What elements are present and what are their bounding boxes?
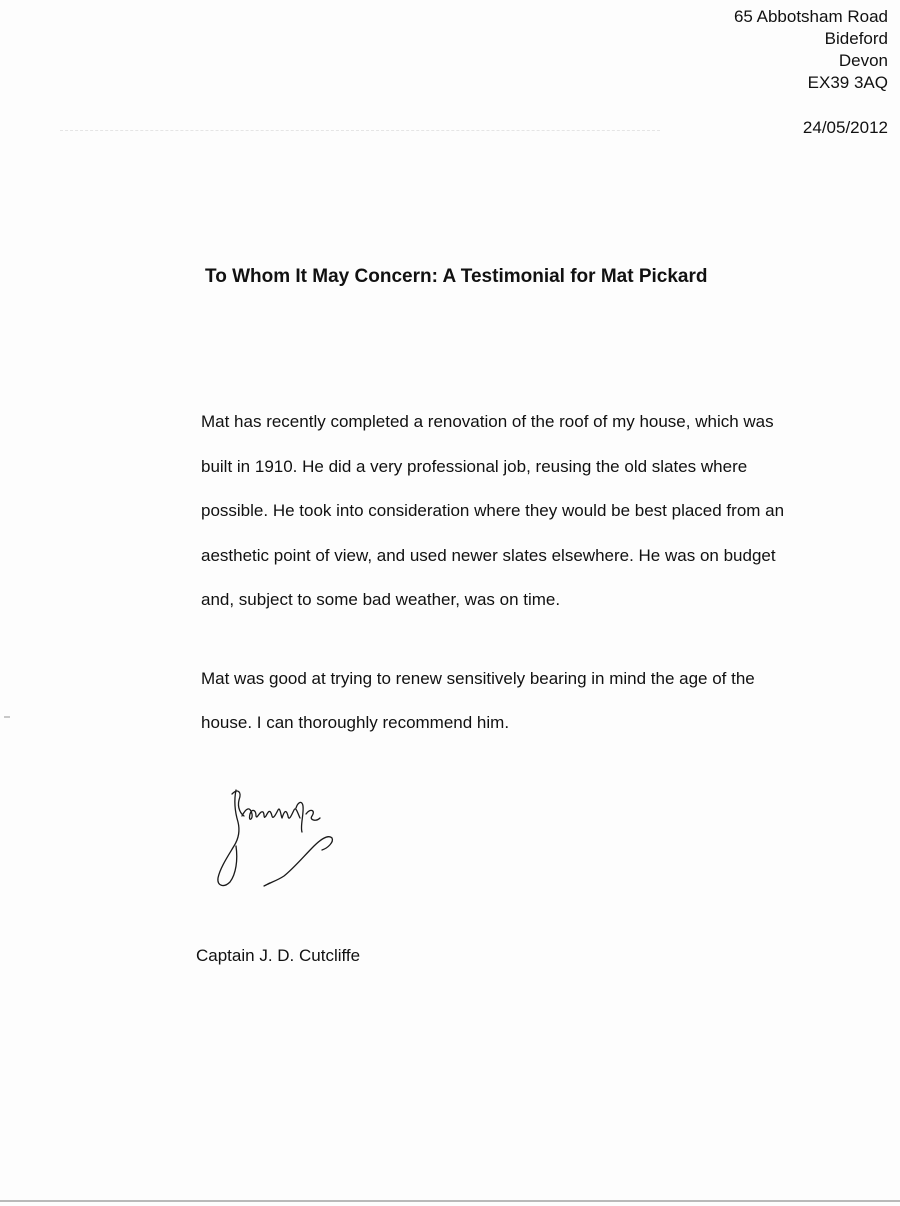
page-bottom-edge: [0, 1200, 900, 1202]
address-line: Bideford: [824, 29, 888, 48]
fold-line: [60, 130, 660, 131]
signatory-name: Captain J. D. Cutcliffe: [196, 946, 361, 965]
handwritten-signature-icon: [208, 786, 348, 892]
address-line: 65 Abbotsham Road: [733, 7, 888, 26]
sender-address: [734, 6, 888, 94]
address-line: Devon: [838, 51, 888, 70]
letter-body: [201, 400, 871, 746]
body-line: Mat was good at trying to renew sensitively bearing in mind the age of the: [201, 668, 755, 688]
paragraph-1: [201, 400, 871, 623]
body-line: house. I can thoroughly recommend him.: [201, 713, 510, 732]
paragraph-gap: [201, 623, 871, 657]
body-line: aesthetic point of view, and used newer slates elsewhere. He was on budget: [201, 545, 776, 565]
letter-heading: To Whom It May Concern: A Testimonial for Mat Pickard: [205, 266, 708, 287]
body-line: possible. He took into consideration where they would be best placed from an: [201, 501, 785, 520]
margin-mark: [4, 716, 10, 718]
paragraph-2: [201, 657, 871, 746]
body-line: and, subject to some bad weather, was on time.: [201, 590, 561, 609]
letter-date: 24/05/2012: [802, 118, 888, 137]
body-line: Mat has recently completed a renovation of the roof of my house, which was: [201, 412, 774, 431]
address-line: EX39 3AQ: [807, 73, 888, 92]
body-line: built in 1910. He did a very professional job, reusing the old slates where: [201, 456, 748, 476]
